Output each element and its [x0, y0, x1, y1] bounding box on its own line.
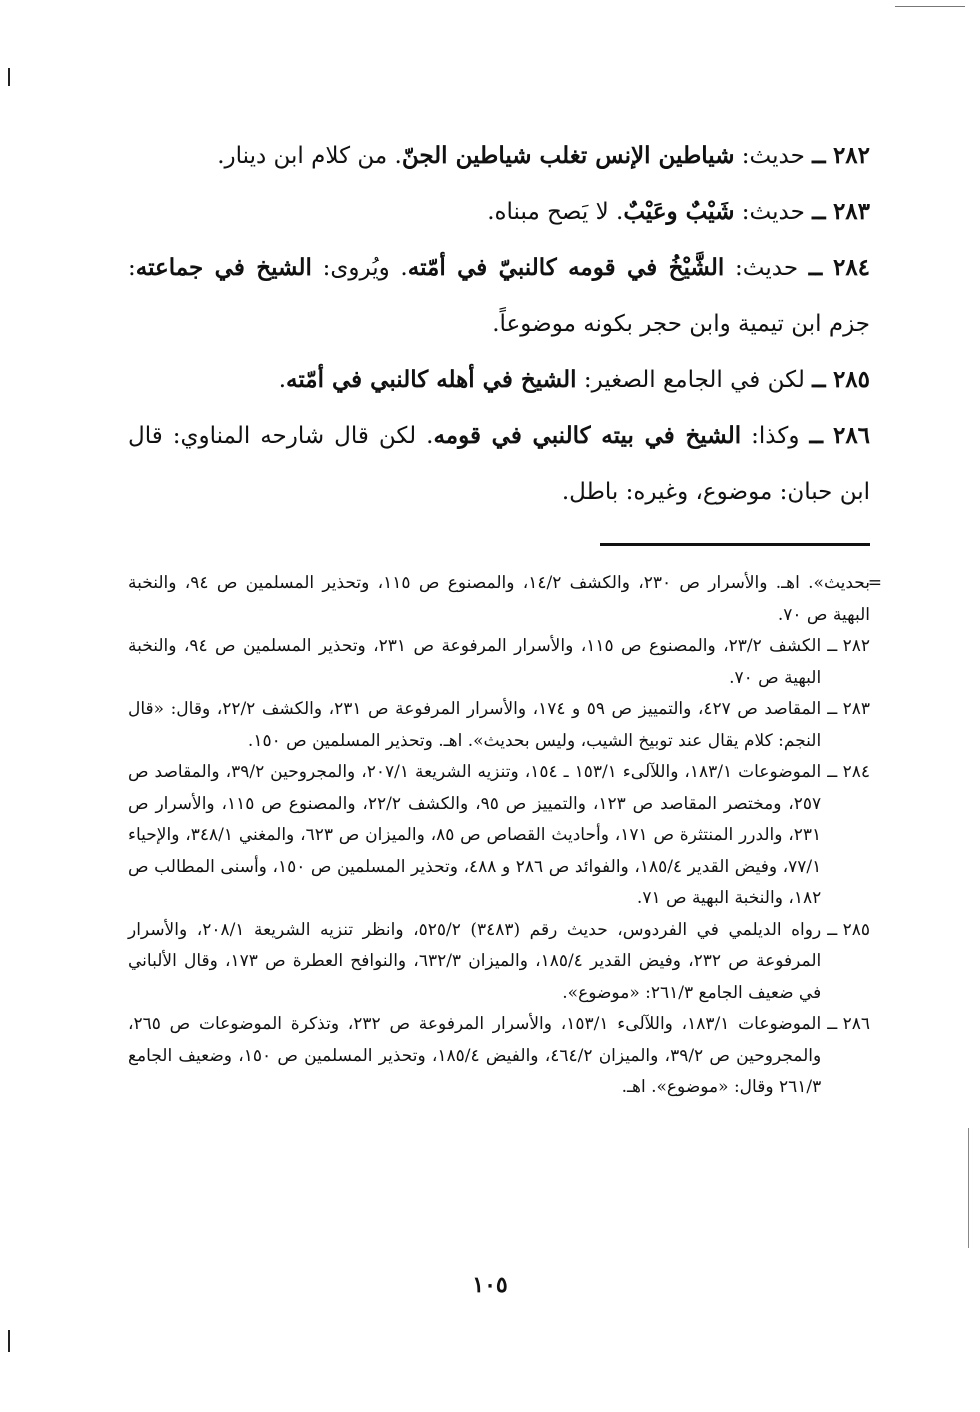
entry-comment: . لكن قال شارحه المناوي: قال ابن حبان: موضوع، وغيره: باطل. [128, 423, 870, 505]
hadith-variant-text: الشيخ في جماعته [135, 254, 312, 281]
hadith-text: الشيخ في بيته كالنبي في قومه [433, 422, 742, 449]
main-text [128, 128, 870, 520]
entry-number: ٢٨٤ [832, 254, 871, 281]
entry-282 [128, 128, 870, 184]
footnote-text: الكشف ٢٣/٢، والمصنوع ص ١١٥، والأسرار المرفوعة ص ٢٣١، وتحذير المسلمين ص ٩٤، والنخبة البهية ص ٧٠. [128, 636, 822, 688]
entry-284 [128, 240, 870, 352]
footnote-285 [128, 915, 870, 1010]
entry-number: ٢٨٥ [832, 366, 870, 393]
footnote-284 [128, 757, 870, 915]
footnote-text: الموضوعات ١٨٣/١، واللآلىء ١٥٣/١، والأسرار المرفوعة ص ٢٣٢، وتذكرة الموضوعات ص ٢٦٥، والمجروحين ص ٣٩/٢، والميزان ٤٦٤/٢، والفيض ١٨٥/٤، وتحذير المسلمين ص ١٥٠، وضعيف الجامع ٢٦١/٣ وقال: «موضوع». اهـ. [128, 1014, 822, 1097]
footnote-283 [128, 694, 870, 757]
entry-comment: . [278, 367, 287, 393]
entry-dash: ــ [812, 198, 826, 225]
scan-edge-line [895, 6, 965, 7]
entry-number: ٢٨٢ [832, 142, 870, 169]
footnote-number: ٢٨٤ ــ [827, 762, 870, 782]
scan-margin-mark [8, 68, 10, 86]
entry-285 [128, 352, 870, 408]
footnote-text: رواه الديلمي في الفردوس، حديث رقم (٣٤٨٣) ٥٢٥/٢، وانظر تنزيه الشريعة ٢٠٨/١، والأسرار المرفوعة ص ٢٣٢، وفيض القدير ١٨٥/٤، والميزان ٦٣٢/٣، والنوافح العطرة ص ١٧٣، وقال الألباني في ضعيف الجامع ٢٦١/٣: «موضوع». [128, 919, 822, 1003]
hadith-text: شَيْبٌ وعَيْبٌ [623, 198, 735, 225]
hadith-text: شياطين الإنس تغلب شياطين الجنّ [401, 142, 735, 169]
hadith-text: الشَّيْخُ في قومه كالنبيّ في أمّته [407, 254, 725, 281]
footnote-number: ٢٨٣ ــ [827, 699, 870, 719]
entry-dash: ــ [812, 142, 826, 169]
footnote-separator [600, 543, 870, 546]
entry-lead: لكن في الجامع الصغير: [583, 367, 805, 393]
footnote-continuation [128, 568, 870, 631]
footnotes [128, 568, 882, 1104]
footnote-text: بحديث». اهـ. والأسرار ص ٢٣٠، والكشف ١٤/٢، والمصنوع ص ١١٥، وتحذير المسلمين ص ٩٤، والنخبة البهية ص ٧٠. [128, 573, 870, 625]
entry-comment: : جزم ابن تيمية وابن حجر بكونه موضوعاً. [128, 255, 870, 337]
footnote-text: الموضوعات ١٨٣/١، واللآلىء ١٥٣/١ ـ ١٥٤، وتنزيه الشريعة ٢٠٧/١، والمجروحين ٣٩/٢، والمقاصد ص ٢٥٧، ومختصر المقاصد ص ١٢٣، والتمييز ص ٩٥، والكشف ٢٢/٢، والمصنوع ص ١١٥، والأسرار ص ٢٣١، والدرر المنتثرة ص ١٧١، وأحاديث القصاص ص ٨٥، والميزان ص ٦٢٣، والمغني ٣٤٨/١، والإحياء ٧٧/١، وفيض القدير ١٨٥/٤، والفوائد ص ٢٨٦ و ٤٨٨، وتحذير المسلمين ص ١٥٠، وأسنى المطالب ص ١٨٢، والنخبة البهية ص ٧١. [128, 762, 822, 908]
footnote-text: المقاصد ص ٤٢٧، والتمييز ص ٥٩ و ١٧٤، والأسرار المرفوعة ص ٢٣١، والكشف ٢٢/٢، وقال: «قال النجم: كلام يقال عند توبيخ الشيب، وليس بحديث». اهـ. وتحذير المسلمين ص ١٥٠. [128, 699, 822, 751]
entry-comment: . من كلام ابن دينار. [217, 143, 402, 169]
entry-dash: ــ [812, 366, 826, 393]
hadith-text: الشيخ في أهله كالنبي في أمّته [286, 366, 577, 393]
entry-number: ٢٨٣ [832, 198, 870, 225]
entry-286 [128, 408, 870, 520]
entry-lead: حديث: [741, 143, 805, 169]
entry-comment: . ويُروى: [322, 255, 408, 281]
entry-283 [128, 184, 870, 240]
entry-lead: حديث: [741, 199, 805, 225]
page-number: ١٠٥ [472, 1272, 508, 1298]
entry-comment: . لا يَصح مبناه. [487, 199, 624, 225]
entry-dash: ــ [809, 422, 823, 449]
footnote-282 [128, 631, 870, 694]
entry-dash: ــ [808, 254, 823, 281]
entry-lead: وكذا: [751, 423, 800, 449]
footnote-286 [128, 1009, 870, 1104]
entry-number: ٢٨٦ [832, 422, 871, 449]
continuation-marker: = [867, 573, 882, 593]
footnote-number: ٢٨٥ ــ [827, 919, 870, 940]
scan-margin-mark [968, 1128, 969, 1248]
scan-margin-mark [8, 1330, 10, 1352]
footnote-number: ٢٨٦ ــ [827, 1014, 870, 1034]
entry-lead: حديث: [735, 255, 799, 281]
footnote-number: ٢٨٢ ــ [827, 636, 870, 656]
